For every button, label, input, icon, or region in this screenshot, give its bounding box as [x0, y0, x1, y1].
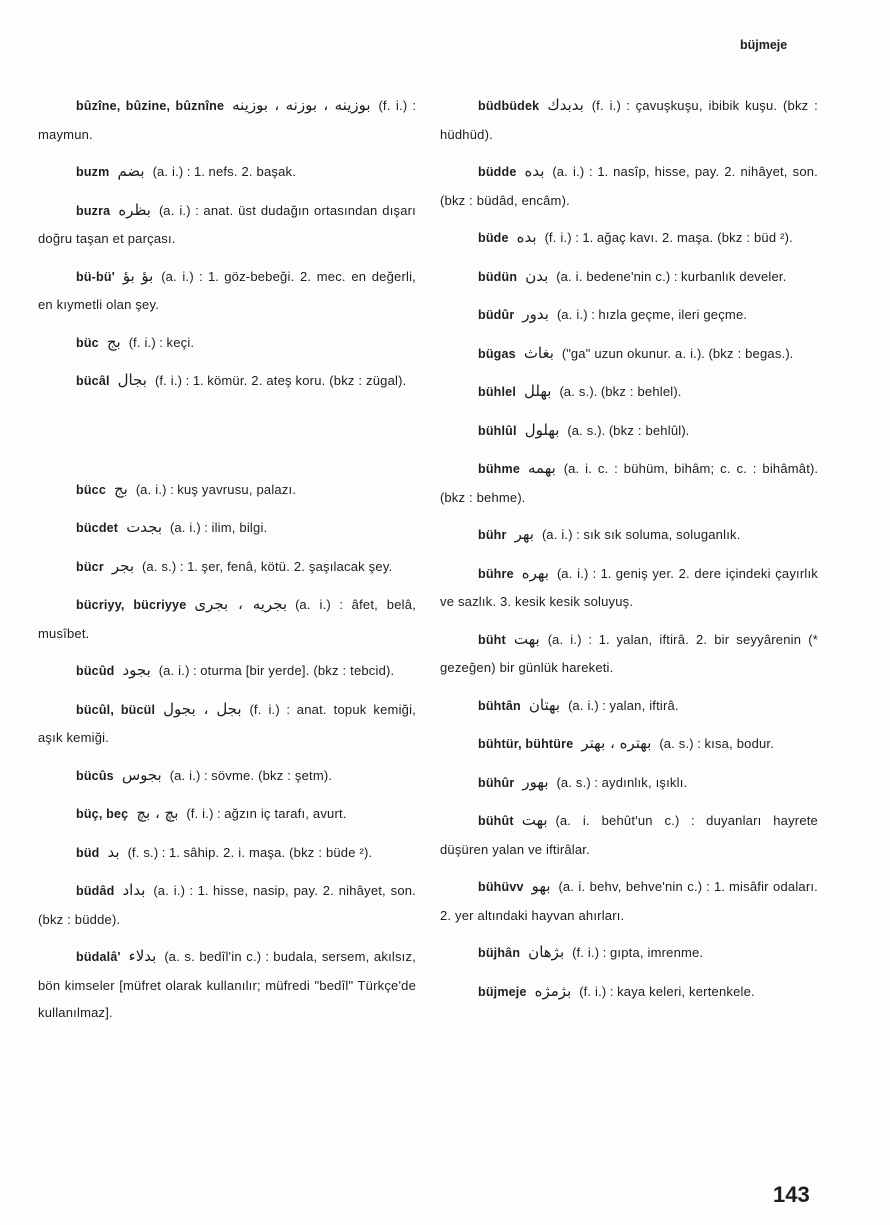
- definition: (f. i.) : 1. ağaç kavı. 2. maşa. (bkz : büd ²).: [544, 230, 793, 245]
- dictionary-entry: [38, 839, 416, 868]
- headword: bügas: [478, 346, 516, 361]
- definition: (a. i.) : ilim, bilgi.: [170, 520, 268, 535]
- arabic-script: بهلل: [524, 382, 552, 400]
- dictionary-entry: [38, 263, 416, 319]
- arabic-script: بجدت: [126, 518, 163, 536]
- dictionary-entry: [38, 514, 416, 543]
- arabic-script: بجریه ، بجری: [194, 595, 288, 613]
- dictionary-entry: [38, 367, 416, 396]
- arabic-script: بژهان: [528, 943, 565, 961]
- arabic-script: بهر: [514, 525, 534, 543]
- definition: ("ga" uzun okunur. a. i.). (bkz : begas.).: [561, 345, 794, 361]
- definition: (a. i. bedene'nin c.) : kurbanlık develer.: [556, 268, 787, 284]
- definition: (a. i.) : sövme. (bkz : şetm).: [169, 767, 333, 783]
- arabic-script: بهت: [513, 629, 540, 648]
- definition: (a. i.) : 1. geniş yer. 2. dere içindeki çayırlık ve sazlık. 3. kesik kesik soluyuş.: [440, 565, 818, 609]
- arabic-script: بهت: [521, 811, 548, 829]
- headword: bühtân: [478, 698, 521, 713]
- headword: büdûr: [478, 308, 515, 322]
- headword: buzm: [76, 165, 110, 179]
- definition: (f. i.) : anat. topuk kemiği, aşık kemiği.: [38, 701, 416, 745]
- arabic-script: بهو: [531, 877, 551, 895]
- definition: (a. s. bedîl'in c.) : budala, sersem, akılsız, bön kimseler [müfret olarak kullanılır; müfredi "bedîl" Türkçe'de kullanılmaz].: [38, 949, 416, 1020]
- definition: (a. i.) : 1. yalan, iftirâ. 2. bir seyyârenin (* gezeğen) bir günlük hareketi.: [440, 631, 818, 675]
- arabic-script: بجر: [111, 556, 135, 575]
- headword: bühr: [478, 528, 507, 542]
- definition: (a. i.) : âfet, belâ, musîbet.: [38, 597, 416, 641]
- definition: (f. i.) : 1. kömür. 2. ateş koru. (bkz : zügal).: [154, 373, 407, 388]
- headword: bühût: [478, 814, 514, 828]
- dictionary-entry: [38, 197, 416, 253]
- arabic-script: بجل ، بجول: [163, 699, 242, 718]
- definition: (a. i.) : sık sık soluma, soluganlık.: [541, 527, 741, 542]
- headword: büc: [76, 335, 99, 350]
- dictionary-entry: [38, 92, 416, 148]
- definition: (a. s.) : kısa, bodur.: [659, 736, 775, 751]
- dictionary-entry: [440, 560, 818, 616]
- dictionary-entry: [440, 807, 818, 863]
- dictionary-entry: [440, 521, 818, 550]
- headword: bühre: [478, 566, 514, 581]
- definition: (a. i. behût'un c.) : duyanları hayrete düşüren yalan ve iftirâlar.: [440, 813, 818, 857]
- definition: (a. i.) : yalan, iftirâ.: [568, 697, 679, 713]
- headword: bühûr: [478, 775, 515, 790]
- dictionary-entry: [440, 978, 818, 1007]
- definition: (a. i.) : oturma [bir yerde]. (bkz : tebcid).: [158, 663, 395, 678]
- arabic-script: بده: [524, 162, 545, 180]
- headword: büç, beç: [76, 807, 129, 821]
- arabic-script: بؤ بؤ: [122, 266, 154, 285]
- arabic-script: بد: [107, 842, 120, 861]
- running-head: büjmeje: [740, 38, 788, 52]
- right-column: [440, 92, 818, 1016]
- dictionary-entry: [440, 224, 818, 253]
- definition: (a. i.) : 1. hisse, nasip, pay. 2. nihâyet, son. (bkz : büdde).: [38, 883, 416, 927]
- arabic-script: بضم: [117, 162, 145, 180]
- arabic-script: بهتان: [528, 695, 561, 714]
- headword: büdâd: [76, 884, 115, 898]
- dictionary-entry: [440, 301, 818, 330]
- definition: (f. i.) : ağzın iç tarafı, avurt.: [186, 806, 347, 821]
- left-column: [38, 92, 416, 1037]
- headword: büdde: [478, 165, 517, 179]
- arabic-script: بداد: [122, 881, 146, 899]
- definition: (a. i.) : 1. nasîp, hisse, pay. 2. nihâyet, son. (bkz : büdâd, encâm).: [440, 164, 818, 208]
- definition: (a. i. behv, behve'nin c.) : 1. misâfir odaları. 2. yer altındaki hayvan ahırları.: [440, 879, 818, 923]
- column-gap: [38, 406, 416, 476]
- dictionary-entry: [38, 476, 416, 505]
- headword: bücr: [76, 559, 104, 574]
- arabic-script: بهور: [522, 772, 549, 791]
- dictionary-entry: [38, 329, 416, 358]
- definition: (a. i.) : kuş yavrusu, palazı.: [135, 481, 297, 497]
- dictionary-entry: [38, 591, 416, 647]
- headword: büde: [478, 231, 509, 245]
- dictionary-entry: [38, 553, 416, 582]
- arabic-script: بجود: [122, 661, 151, 679]
- arabic-script: بهتره ، بهتر: [581, 734, 652, 752]
- arabic-script: بهره: [521, 563, 549, 582]
- headword: bühtür, bühtüre: [478, 737, 574, 751]
- dictionary-entry: [38, 158, 416, 187]
- arabic-script: بده: [516, 228, 537, 246]
- dictionary-entry: [440, 873, 818, 929]
- definition: (a. i.) : anat. üst dudağın ortasından dışarı doğru taşan et parçası.: [38, 202, 416, 246]
- headword: büdalâ': [76, 950, 121, 964]
- dictionary-entry: [440, 263, 818, 292]
- definition: (a. i.) : 1. göz-bebeği. 2. mec. en değerli, en kıymetli olan şey.: [38, 268, 416, 312]
- headword: bühüvv: [478, 880, 524, 894]
- definition: (f. s.) : 1. sâhip. 2. i. maşa. (bkz : büde ²).: [127, 844, 373, 860]
- headword: bücûs: [76, 768, 114, 783]
- page-number: 143: [773, 1182, 810, 1207]
- arabic-script: بدلاء: [128, 947, 157, 965]
- dictionary-entry: [440, 692, 818, 721]
- arabic-script: بچ ، بچ: [136, 804, 179, 822]
- definition: (a. i.) : hızla geçme, ileri geçme.: [556, 307, 748, 322]
- dictionary-entry: [38, 800, 416, 829]
- dictionary-entry: [440, 158, 818, 214]
- definition: (f. i.) : çavuşkuşu, ibibik kuşu. (bkz : hüdhüd).: [440, 98, 818, 142]
- arabic-script: بهلول: [524, 420, 560, 439]
- dictionary-entry: [440, 769, 818, 798]
- headword: bücûd: [76, 664, 115, 678]
- headword: bücâl: [76, 374, 110, 388]
- headword: bûzîne, bûzine, bûznîne: [76, 99, 225, 113]
- arabic-script: بدن: [525, 266, 549, 285]
- arabic-script: بوزینه ، بوزنه ، بوزینه: [232, 96, 371, 114]
- dictionary-entry: [38, 943, 416, 1027]
- definition: (a. s.). (bkz : behlûl).: [567, 422, 690, 438]
- headword: bücûl, bücül: [76, 702, 156, 717]
- definition: (f. i.) : gıpta, imrenme.: [572, 945, 704, 960]
- headword: bücc: [76, 482, 106, 497]
- dictionary-entry: [38, 877, 416, 933]
- dictionary-entry: [440, 455, 818, 511]
- headword: bü-bü': [76, 269, 115, 284]
- definition: (f. i.) : maymun.: [38, 98, 416, 142]
- headword: büdbüdek: [478, 99, 540, 113]
- dictionary-entry: [440, 92, 818, 148]
- headword: büdün: [478, 269, 518, 284]
- arabic-script: بغاث: [523, 343, 554, 362]
- definition: (a. i. c. : bühüm, bihâm; c. c. : bihâmât). (bkz : behme).: [440, 461, 818, 505]
- dictionary-entry: [440, 417, 818, 446]
- definition: (f. i.) : kaya keleri, kertenkele.: [579, 983, 755, 999]
- arabic-script: بجوس: [121, 765, 162, 784]
- definition: (a. s.). (bkz : behlel).: [559, 384, 682, 399]
- dictionary-entry: [440, 939, 818, 968]
- headword: bücriyy, bücriyye: [76, 598, 187, 612]
- headword: büjmeje: [478, 984, 527, 999]
- definition: (a. s.) : 1. şer, fenâ, kötü. 2. şaşılacak şey.: [142, 558, 393, 574]
- dictionary-entry: [38, 696, 416, 752]
- arabic-script: بج: [113, 479, 128, 498]
- headword: bühlel: [478, 385, 517, 399]
- dictionary-entry: [38, 762, 416, 791]
- headword: büjhân: [478, 946, 521, 960]
- headword: buzra: [76, 203, 111, 218]
- arabic-script: بدور: [522, 305, 549, 323]
- arabic-script: بجال: [117, 371, 147, 389]
- headword: bühlûl: [478, 423, 517, 438]
- arabic-script: بج: [106, 332, 121, 351]
- definition: (f. i.) : keçi.: [128, 334, 195, 350]
- headword: büht: [478, 632, 506, 647]
- dictionary-entry: [440, 626, 818, 682]
- arabic-script: بژمژه: [534, 981, 572, 1000]
- arabic-script: بظره: [118, 200, 151, 219]
- arabic-script: بهمه: [527, 459, 556, 477]
- headword: büd: [76, 845, 100, 860]
- dictionary-entry: [440, 730, 818, 759]
- dictionary-entry: [440, 340, 818, 369]
- definition: (a. s.) : aydınlık, ışıklı.: [556, 774, 688, 790]
- headword: bücdet: [76, 521, 119, 535]
- arabic-script: بدبدك: [547, 96, 584, 114]
- headword: bühme: [478, 462, 520, 476]
- dictionary-entry: [440, 378, 818, 407]
- dictionary-entry: [38, 657, 416, 686]
- definition: (a. i.) : 1. nefs. 2. başak.: [152, 164, 297, 179]
